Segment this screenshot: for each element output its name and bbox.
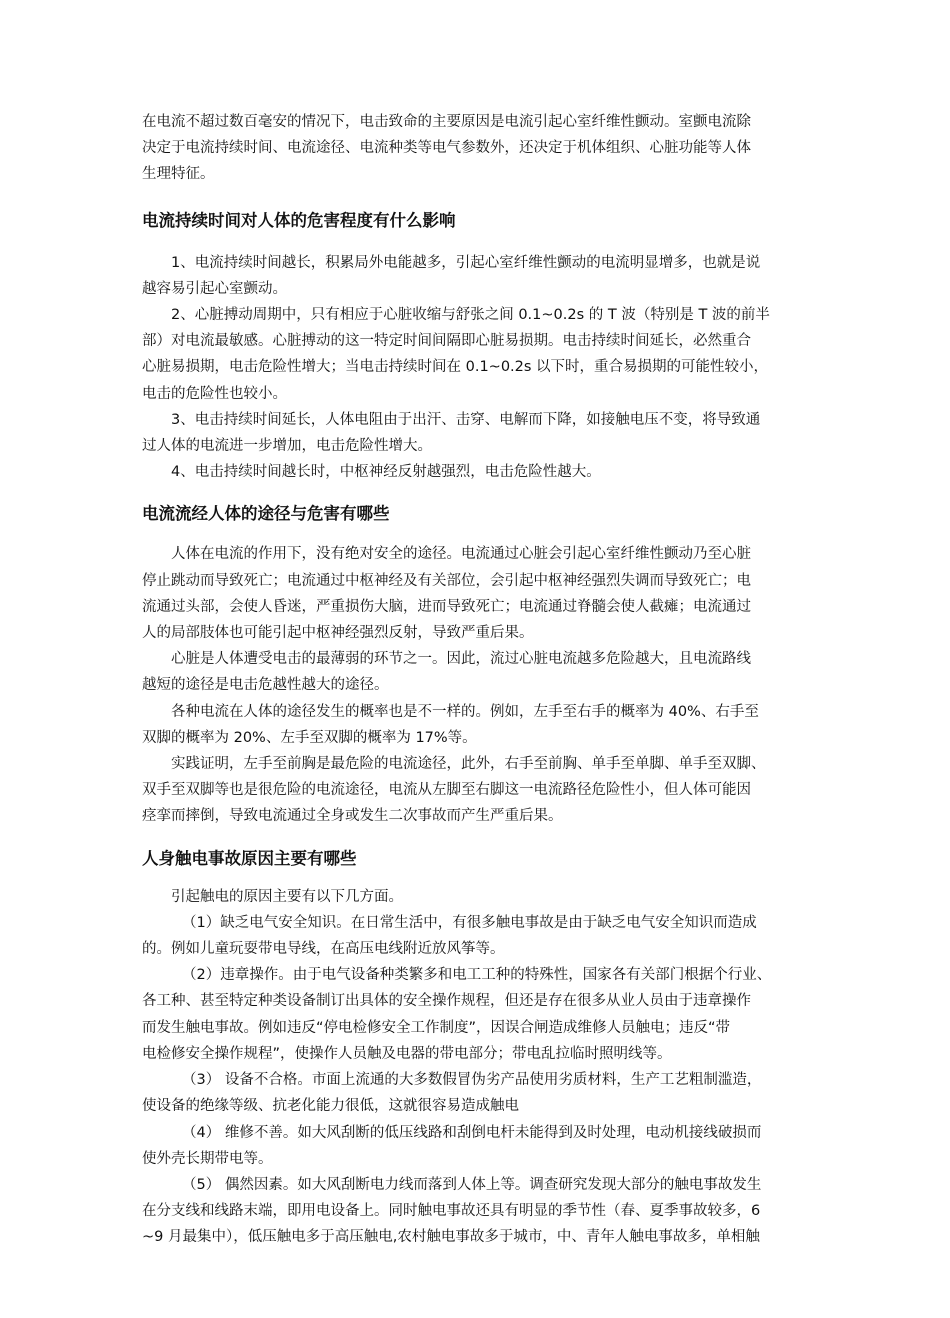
text-line: 各种电流在人体的途径发生的概率也是不一样的。例如，左手至右手的概率为 40%、右手至	[171, 703, 759, 720]
text-line: （5） 偶然因素。如大风刮断电力线而落到人体上等。调查研究发现大部分的触电事故发生	[182, 1176, 762, 1193]
text-line: 在分支线和线路末端，即用电设备上。同时触电事故还具有明显的季节性（春、夏季事故较多，6	[142, 1203, 761, 1220]
paragraph	[142, 699, 818, 751]
paragraph	[142, 541, 818, 646]
text-line: 使设备的绝缘等级、抗老化能力很低，这就很容易造成触电	[142, 1098, 519, 1115]
text-line: 而发生触电事故。例如违反“停电检修安全工作制度”，因误合闸造成维修人员触电；违反“带	[142, 1019, 731, 1036]
text-line: 3、电击持续时间延长，人体电阻由于出汗、击穿、电解而下降，如接触电压不变，将导致通	[171, 411, 761, 428]
text-line: 双脚的概率为 20%、左手至双脚的概率为 17%等。	[142, 729, 477, 746]
text-line: ~9 月最集中），低压触电多于高压触电,农村触电事故多于城市，中、青年人触电事故多，单相触	[142, 1229, 760, 1246]
text-line: 越容易引起心室颤动。	[142, 280, 287, 297]
text-line: （4） 维修不善。如大风刮断的低压线路和刮倒电杆未能得到及时处理，电动机接线破损而	[182, 1124, 762, 1141]
text-line: 2、心脏搏动周期中，只有相应于心脏收缩与舒张之间 0.1~0.2s 的 T 波（特别是 T 波的前半	[171, 307, 770, 324]
text-line: 的。例如儿童玩耍带电导线，在高压电线附近放风筝等。	[142, 941, 505, 958]
section-heading-path: 电流流经人体的途径与危害有哪些	[142, 504, 390, 524]
paragraph	[142, 884, 818, 910]
paragraph	[142, 459, 818, 485]
text-line: 4、电击持续时间越长时，中枢神经反射越强烈，电击危险性越大。	[171, 464, 601, 481]
text-line: 实践证明，左手至前胸是最危险的电流途径，此外，右手至前胸、单手至单脚、单手至双脚、	[171, 756, 766, 773]
document-page	[142, 109, 818, 1251]
text-line: 部）对电流最敏感。心脏搏动的这一特定时间间隔即心脏易损期。电击持续时间延长，必然重合	[142, 333, 751, 350]
text-line: （3） 设备不合格。市面上流通的大多数假冒伪劣产品使用劣质材料，生产工艺粗制滥造，	[182, 1072, 762, 1089]
text-line: 引起触电的原因主要有以下几方面。	[171, 888, 403, 905]
text-line: 使外壳长期带电等。	[142, 1150, 273, 1167]
text-line: 电击的危险性也较小。	[142, 385, 287, 402]
text-line: 流通过头部，会使人昏迷，严重损伤大脑，进而导致死亡；电流通过脊髓会使人截瘫；电流通过	[142, 598, 751, 615]
paragraph	[142, 962, 818, 1067]
text-line: 停止跳动而导致死亡；电流通过中枢神经及有关部位，会引起中枢神经强烈失调而导致死亡；电	[142, 572, 751, 589]
text-line: 痉挛而摔倒，导致电流通过全身或发生二次事故而产生严重后果。	[142, 808, 563, 825]
text-line: 各工种、甚至特定种类设备制订出具体的安全操作规程，但还是存在很多从业人员由于违章操作	[142, 993, 751, 1010]
text-line: 双手至双脚等也是很危险的电流途径，电流从左脚至右脚这一电流路径危险性小，但人体可能因	[142, 782, 751, 799]
text-line: 人的局部肢体也可能引起中枢神经强烈反射，导致严重后果。	[142, 625, 534, 642]
text-line: 过人体的电流进一步增加，电击危险性增大。	[142, 438, 432, 455]
text-line: （2）违章操作。由于电气设备种类繁多和电工工种的特殊性，国家各有关部门根据个行业、	[182, 967, 772, 984]
section-heading-duration: 电流持续时间对人体的危害程度有什么影响	[142, 210, 456, 230]
paragraph	[142, 407, 818, 459]
paragraph	[142, 910, 818, 962]
paragraph	[142, 1172, 818, 1251]
section-heading-causes: 人身触电事故原因主要有哪些	[142, 848, 357, 868]
text-line: 电检修安全操作规程”，使操作人员触及电器的带电部分；带电乱拉临时照明线等。	[142, 1045, 672, 1062]
paragraph	[142, 250, 818, 302]
paragraph	[142, 751, 818, 830]
paragraph	[142, 302, 818, 407]
text-line: 生理特征。	[142, 166, 215, 183]
text-line: 决定于电流持续时间、电流途径、电流种类等电气参数外，还决定于机体组织、心脏功能等人体	[142, 140, 751, 157]
text-line: 在电流不超过数百毫安的情况下，电击致命的主要原因是电流引起心室纤维性颤动。室颤电流除	[142, 114, 751, 130]
text-line: 心脏易损期，电击危险性增大；当电击持续时间在 0.1~0.2s 以下时，重合易损期的可能性较小，	[142, 359, 769, 376]
text-line: 人体在电流的作用下，没有绝对安全的途径。电流通过心脏会引起心室纤维性颤动乃至心脏	[171, 546, 751, 563]
text-line: 心脏是人体遭受电击的最薄弱的环节之一。因此，流过心脏电流越多危险越大，且电流路线	[171, 651, 751, 668]
text-line: 越短的途径是电击危越性越大的途径。	[142, 677, 389, 694]
paragraph	[142, 646, 818, 698]
text-line: 1、电流持续时间越长，积累局外电能越多，引起心室纤维性颤动的电流明显增多，也就是说	[171, 254, 761, 271]
intro-paragraph	[142, 109, 818, 188]
paragraph	[142, 1120, 818, 1172]
text-line: （1）缺乏电气安全知识。在日常生活中，有很多触电事故是由于缺乏电气安全知识而造成	[182, 914, 757, 931]
paragraph	[142, 1067, 818, 1119]
